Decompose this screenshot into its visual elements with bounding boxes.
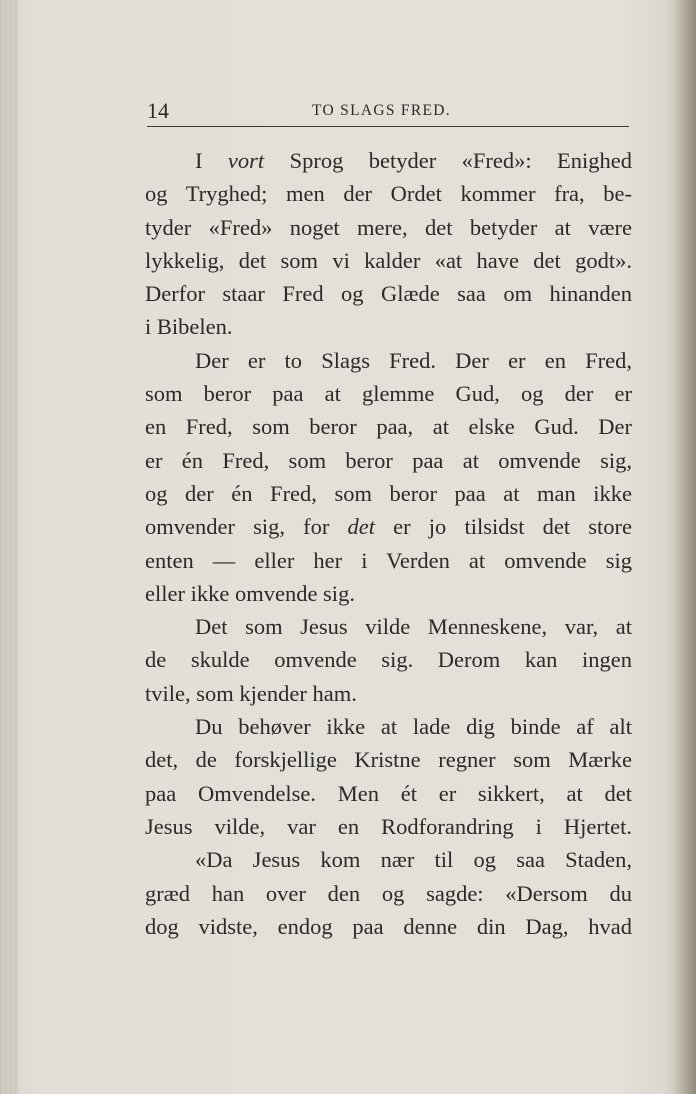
text-line: Derfor staar Fred og Glæde saa om hinanden xyxy=(145,281,632,307)
text-line: lykkelig, det som vi kalder «at have det godt». xyxy=(145,247,632,273)
text-line: en Fred, som beror paa, at elske Gud. Der xyxy=(145,414,632,440)
text-line: er én Fred, som beror paa at omvende sig, xyxy=(145,447,632,473)
text-line: og der én Fred, som beror paa at man ikke xyxy=(145,480,632,506)
text-line: det, de forskjellige Kristne regner som Mærke xyxy=(145,747,632,773)
text-line: som beror paa at glemme Gud, og der er xyxy=(145,381,632,407)
text-line: græd han over den og sagde: «Dersom du xyxy=(145,880,632,906)
text-line: Du behøver ikke at lade dig binde af alt xyxy=(195,714,632,740)
text-line: «Da Jesus kom nær til og saa Staden, xyxy=(195,847,632,873)
page-header xyxy=(147,96,629,127)
page-gutter-edge xyxy=(0,0,18,1094)
text-line: tyder «Fred» noget mere, det betyder at være xyxy=(145,214,632,240)
text-line: I vort Sprog betyder «Fred»: Enighed xyxy=(195,148,632,173)
text-line: de skulde omvende sig. Derom kan ingen xyxy=(145,647,632,673)
text-line: dog vidste, endog paa denne din Dag, hvad xyxy=(145,913,632,939)
text-line: Det som Jesus vilde Menneskene, var, at xyxy=(195,614,632,640)
body-text xyxy=(145,144,632,943)
text-line: eller ikke omvende sig. xyxy=(145,580,355,606)
page-number: 14 xyxy=(147,98,169,123)
text-line: paa Omvendelse. Men ét er sikkert, at det xyxy=(145,780,632,806)
text-line: omvender sig, for det er jo tilsidst det store xyxy=(145,514,632,540)
text-line: Jesus vilde, var en Rodforandring i Hjertet. xyxy=(145,813,632,839)
running-head: TO SLAGS FRED. xyxy=(312,102,451,119)
text-line: i Bibelen. xyxy=(145,314,233,340)
text-line: enten — eller her i Verden at omvende sig xyxy=(145,547,632,573)
italic-emphasis: det xyxy=(347,514,376,540)
page-fore-edge xyxy=(674,0,696,1094)
text-line: Der er to Slags Fred. Der er en Fred, xyxy=(195,347,632,373)
text-line: og Tryghed; men der Ordet kommer fra, be- xyxy=(145,181,632,207)
text-line: tvile, som kjender ham. xyxy=(145,680,357,706)
italic-emphasis: vort xyxy=(227,148,265,173)
